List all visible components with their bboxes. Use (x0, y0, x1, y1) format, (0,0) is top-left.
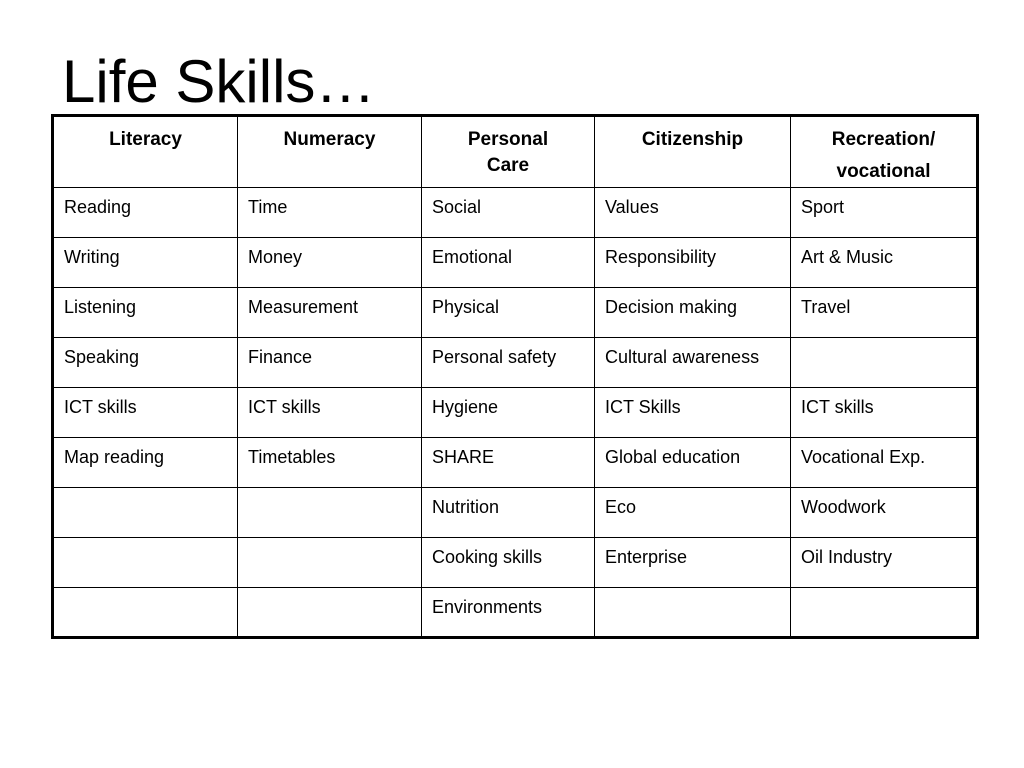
table-row (53, 388, 978, 438)
table-cell: Art & Music (791, 238, 978, 288)
table-cell: ICT Skills (595, 388, 791, 438)
table-cell: Woodwork (791, 488, 978, 538)
table-cell: Writing (53, 238, 238, 288)
header-cell-citizenship (595, 116, 791, 188)
table-cell: SHARE (422, 438, 595, 488)
table-cell: Hygiene (422, 388, 595, 438)
table-cell: Vocational Exp. (791, 438, 978, 488)
table-row (53, 188, 978, 238)
table-row (53, 438, 978, 488)
table-cell: Enterprise (595, 538, 791, 588)
table-cell: Map reading (53, 438, 238, 488)
table-cell: Travel (791, 288, 978, 338)
table-cell: Measurement (238, 288, 422, 338)
table-cell: Responsibility (595, 238, 791, 288)
table-cell (53, 588, 238, 638)
table-cell: Speaking (53, 338, 238, 388)
header-text: Citizenship (641, 129, 744, 150)
header-text: Numeracy (283, 129, 376, 150)
table-cell: Physical (422, 288, 595, 338)
table-cell: Reading (53, 188, 238, 238)
table-cell: Sport (791, 188, 978, 238)
table-cell: Social (422, 188, 595, 238)
table-cell: Finance (238, 338, 422, 388)
table-cell: Cultural awareness (595, 338, 791, 388)
table-row (53, 588, 978, 638)
header-cell-numeracy (238, 116, 422, 188)
table-cell (791, 338, 978, 388)
table-cell: Cooking skills (422, 538, 595, 588)
table-cell: Values (595, 188, 791, 238)
header-text: vocational (836, 161, 931, 182)
table-cell: Environments (422, 588, 595, 638)
header-row (53, 116, 978, 188)
table-row (53, 238, 978, 288)
table-cell (238, 588, 422, 638)
header-cell-personal-care (422, 116, 595, 188)
table-cell: Decision making (595, 288, 791, 338)
table-cell: Emotional (422, 238, 595, 288)
table-cell (791, 588, 978, 638)
table-cell: ICT skills (53, 388, 238, 438)
table-cell: Oil Industry (791, 538, 978, 588)
table-cell (238, 488, 422, 538)
life-skills-table (51, 114, 979, 639)
header-text: Literacy (109, 129, 182, 150)
table-cell (53, 488, 238, 538)
table-cell: ICT skills (238, 388, 422, 438)
header-text: Recreation/ (831, 129, 936, 150)
table-cell: Global education (595, 438, 791, 488)
table-cell: Personal safety (422, 338, 595, 388)
table-cell (238, 538, 422, 588)
table-cell: Nutrition (422, 488, 595, 538)
table-row (53, 288, 978, 338)
page-title: Life Skills… (62, 48, 376, 115)
table-cell: Money (238, 238, 422, 288)
table-row (53, 538, 978, 588)
table-cell: Eco (595, 488, 791, 538)
table-cell (595, 588, 791, 638)
header-cell-recreation-vocational (791, 116, 978, 188)
header-text: Personal (467, 129, 549, 150)
table-cell: ICT skills (791, 388, 978, 438)
table-cell (53, 538, 238, 588)
header-text: Care (486, 155, 530, 176)
table-cell: Timetables (238, 438, 422, 488)
table-row (53, 338, 978, 388)
table-cell: Listening (53, 288, 238, 338)
table-cell: Time (238, 188, 422, 238)
table-row (53, 488, 978, 538)
header-cell-literacy (53, 116, 238, 188)
